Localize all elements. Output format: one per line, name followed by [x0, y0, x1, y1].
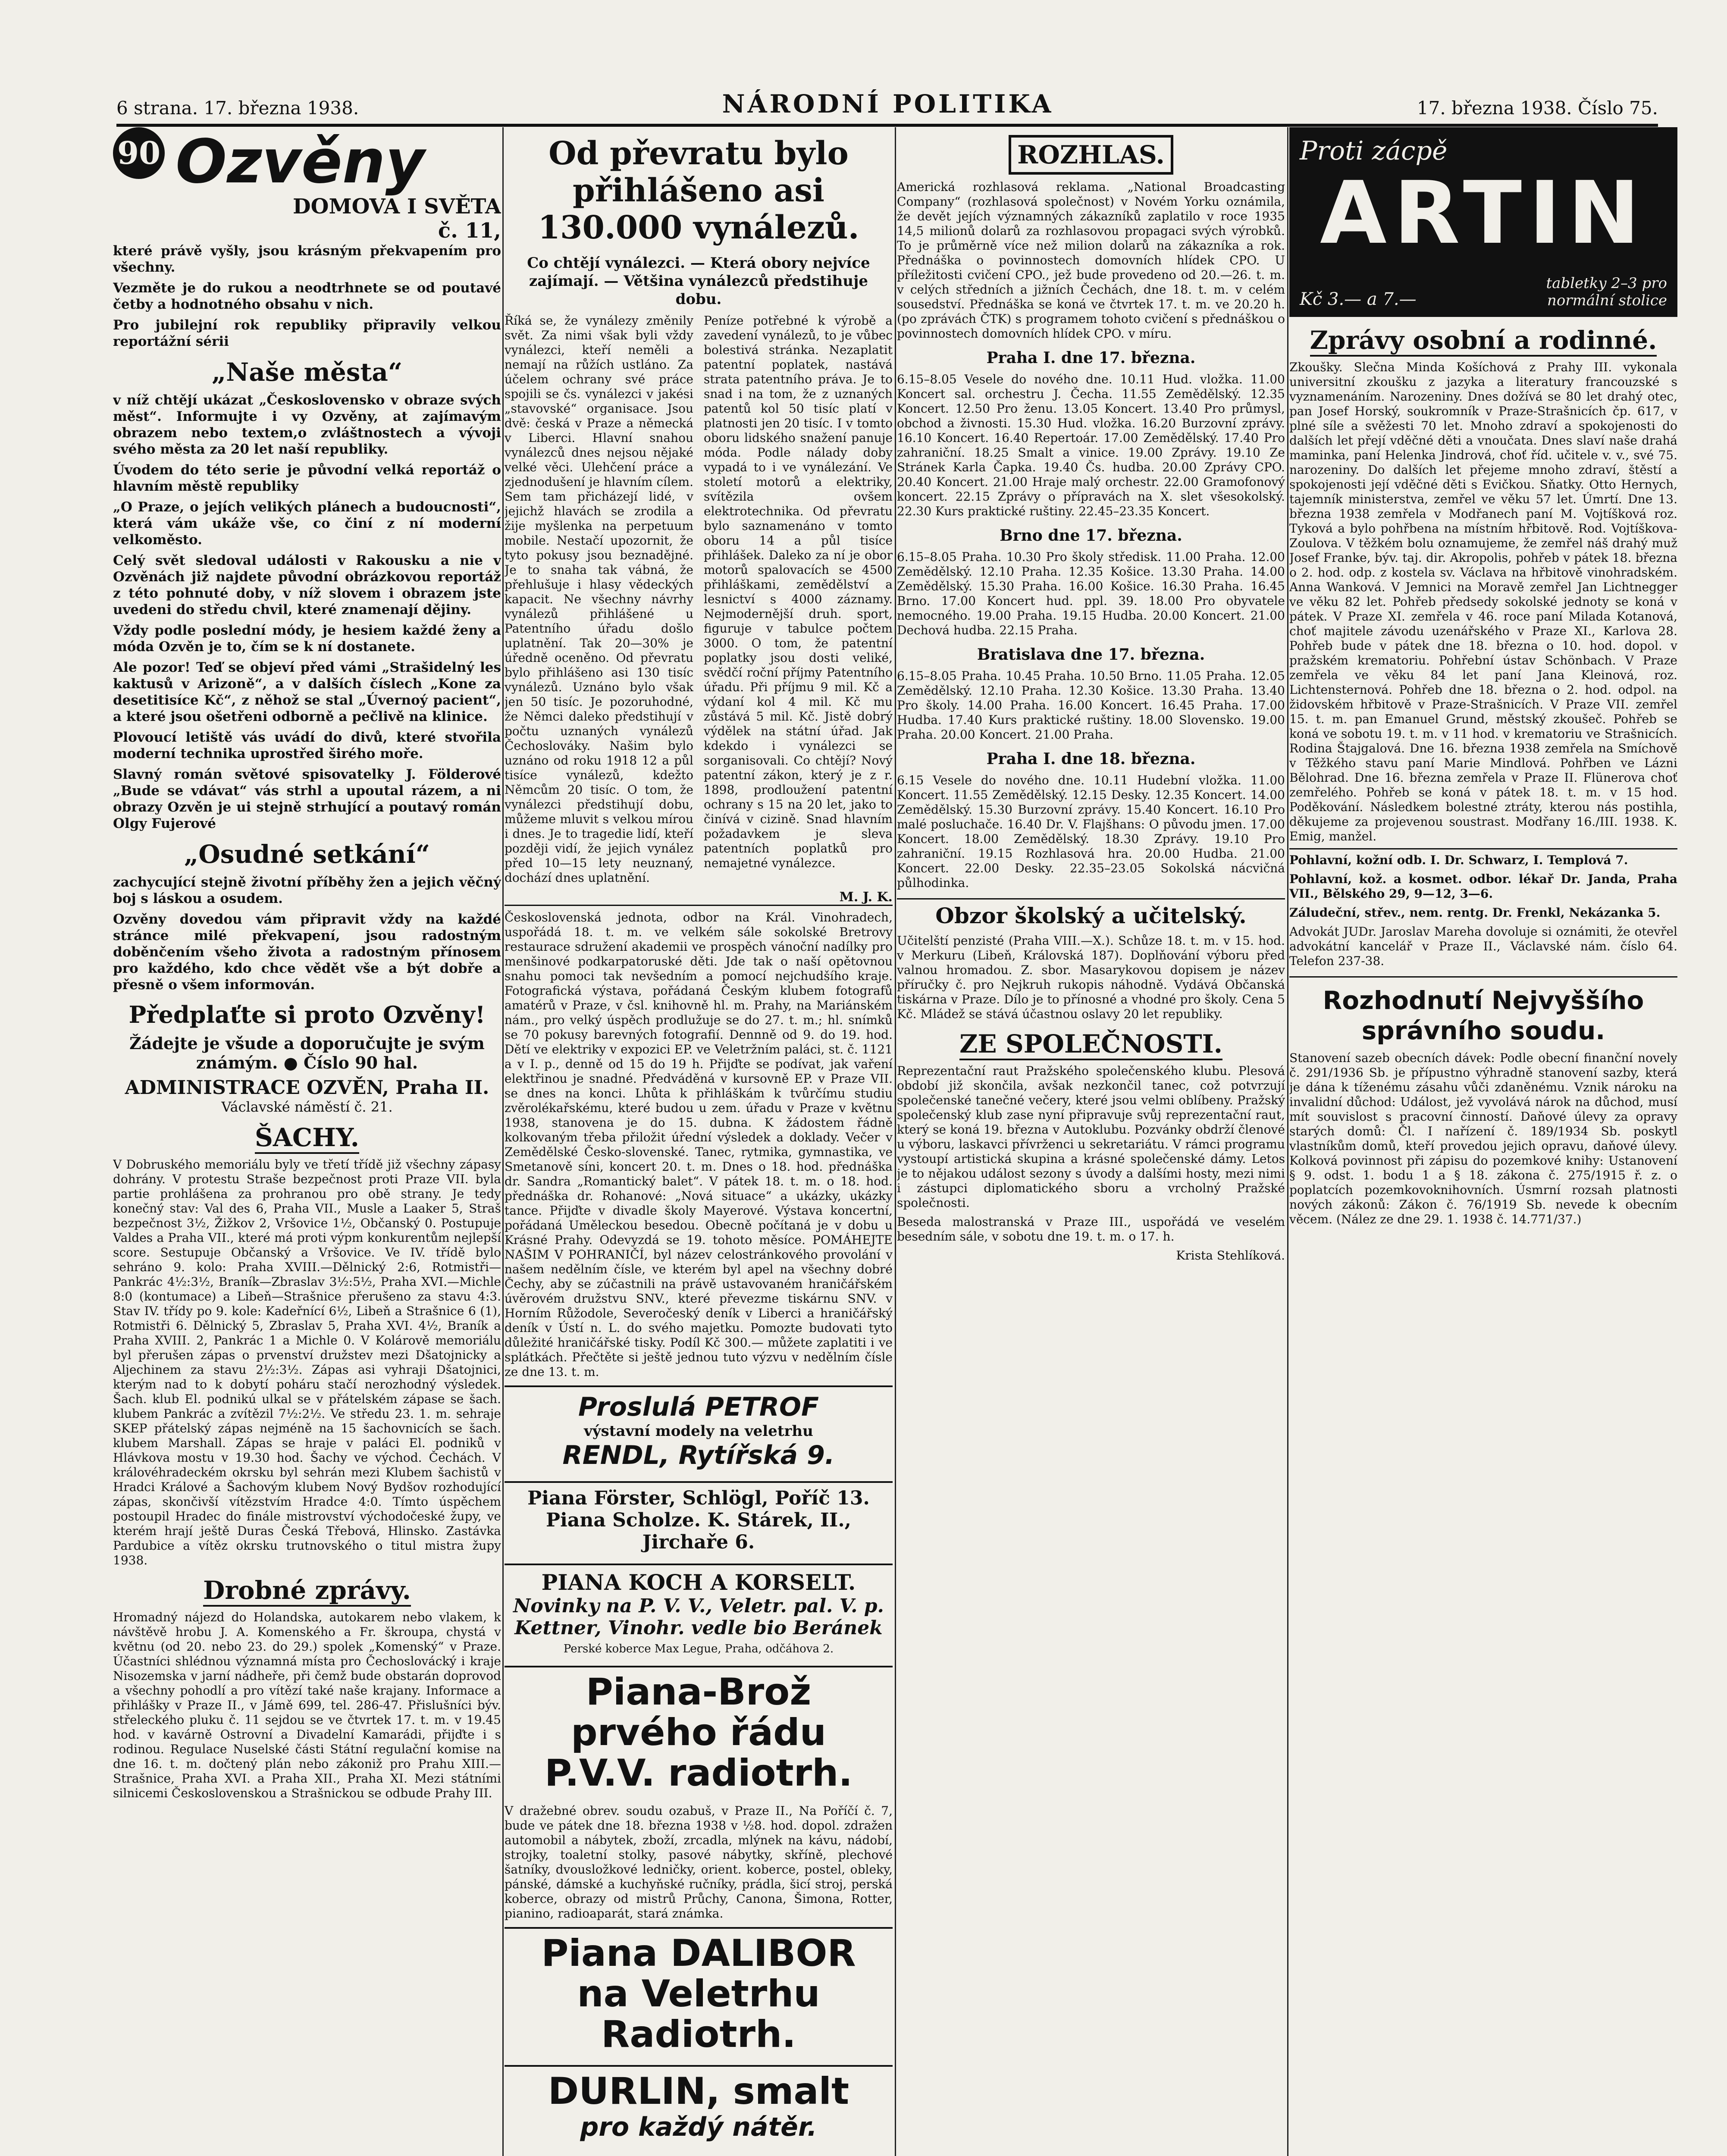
ad-line: Novinky na P. V. V., Veletr. pal. V. p.	[513, 1595, 884, 1617]
ozveny-price-badge: 90	[113, 127, 165, 179]
program-title: Bratislava dne 17. března.	[977, 646, 1205, 664]
drobne-text: Hromadný nájezd do Holandska, autokarem nebo vlakem, k návštěvě hrobu J. A. Komenského a Fr. škroupa, chystá v květnu (od 20. nebo 23. do 29.) spolek „Komenský“ v Praze. Účastníci shlédnou významná místa pro Čechoslovácký i kraje Nisozemska v jarní nádheře, při čemž bude obstarán doprovod a všechny pohodlí a pro vítězí také naše krajany. Informace a přihlášky v Praze II., v Jámě 699, tel. 286-47. Přislušníci býv. střeleckého pluku č. 11 sejdou se ve čtvrtek 17. t. m. v 19.45 hod. v kavárně Ostrovní a Divadelní Kamarádi, přijďte i s rodinou. Regulace Nuselské části Státní regulační komise na dne 16. t. m. dočtený plán nebo zákoniž pro Prahu XIII.—Strašnice, Praha XVI. a Praha XII., Praha XI. Mezi státními silnicemi Československou a Strašnickou se odbude Prahy III.	[113, 1610, 501, 1800]
ad-line: Piana-Brož	[586, 1670, 812, 1714]
notice: Záludeční, střev., nem. rentg. Dr. Frenkl, Nekázanka 5.	[1289, 906, 1661, 920]
ad-line: na Veletrhu Radiotrh.	[577, 1972, 820, 2056]
header-left: 6 strana. 17. března 1938.	[116, 97, 359, 119]
ad-durlin	[505, 2065, 893, 2147]
column-2	[505, 127, 893, 2156]
program-text: 6.15–8.05 Praha. 10.30 Pro školy středisk. 11.00 Praha. 12.00 Zemědělský. 12.10 Praha. 12.35 Košice. 13.30 Praha. 14.00 Zemědělský. 15.30 Praha. 16.00 Košice. 16.30 Praha. 16.45 Brno. 17.00 Koncert hud. ppl. 39. 18.00 Pro obyvatele nemocného. 19.00 Praha. 19.15 Hudba. 20.00 Koncert. 21.00 Dechová hudba. 22.15 Praha.	[897, 550, 1285, 637]
ozveny-issue: č. 11,	[438, 218, 501, 243]
ozveny-subscribe: Předplaťte si proto Ozvěny!	[129, 1000, 486, 1028]
notice: Pohlavní, kožní odb. I. Dr. Schwarz, I. Templová 7.	[1289, 853, 1628, 867]
masthead: NÁRODNÍ POLITIKA	[722, 89, 1054, 119]
section-title-zpravy: Zprávy osobní a rodinné.	[1289, 326, 1677, 355]
ozveny-text: Ozvěny dovedou vám připravit vždy na každé stránce milé překvapení, jsou radostným doběnčením všeho života a radostným přínosem pro každého, kdo chce vědět vše a být dobře a přesně o všem informován.	[113, 911, 501, 993]
beseda-text: Beseda malostranská v Praze III., uspořádá ve veselém besedním sále, v sobotu dne 19. t. m. o 17. h.	[897, 1215, 1285, 1244]
artin-slogan: Proti zácpě	[1300, 136, 1448, 166]
ozveny-series-title: „Naše města“	[211, 357, 403, 387]
article-title-vynalezy: Od převratu bylo přihlášeno asi 130.000 vynálezů.	[538, 135, 859, 246]
page-header	[116, 80, 1658, 127]
ad-line: Piana Scholze. K. Stárek, II., Jirchaře 6.	[546, 1509, 851, 1553]
program-text: 6.15–8.05 Praha. 10.45 Praha. 10.50 Brno. 11.05 Praha. 12.05 Zemědělský. 12.10 Praha. 12.30 Košice. 13.30 Praha. 13.40 Pro školy. 14.00 Praha. 16.00 Koncert. 16.45 Praha. 17.00 Hudba. 17.40 Kurs praktické ruštiny. 18.00 Slovensko. 19.00 Praha. 20.00 Koncert. 21.00 Praha.	[897, 669, 1285, 742]
program-text: 6.15–8.05 Vesele do nového dne. 10.11 Hud. vložka. 11.00 Koncert sal. orchestru J. Čecha. 11.55 Zemědělský. 12.35 Koncert. 12.50 Pro ženu. 13.05 Koncert. 13.40 Pro průmysl, obchod a živnosti. 15.30 Hud. vložka. 16.20 Burzovní zprávy. 16.10 Koncert. 16.40 Repertoár. 17.00 Zemědělský. 17.40 Pro zahraniční. 18.25 Smalt a vinice. 19.00 Zprávy. 19.10 Ze Stránek Karla Čapka. 19.40 Čs. hudba. 20.00 Zprávy CPO. 20.40 Koncert. 21.00 Hraje malý orchestr. 22.00 Gramofonový koncert. 22.15 Zprávy o přípravách na X. slet všesokolský. 22.30 Kurs praktické ruštiny. 22.45–23.35 Koncert.	[897, 372, 1285, 518]
classified-text: V dražebné obrev. soudu ozabuš, v Praze II., Na Poříčí č. 7, bude ve pátek dne 18. března 1938 v ½8. hod. dopol. zdražen automobil a nábytek, zboží, zrcadla, mlýnek na kávu, nádobí, strojky, toaletní stolky, pasové nábytky, skříně, plechové šatníky, dvousložkové ledničky, orient. koberce, postel, obleky, pánské, dámské a kuchyňské ručníky, prádla, šicí stroj, perská koberce, obrazy od mistrů Průchy, Canona, Šimona, Rotter, pianino, radioaparát, stará známka.	[505, 1804, 893, 1921]
section-title-rozhlas: ROZHLAS.	[897, 135, 1285, 175]
header-right: 17. března 1938. Číslo 75.	[1417, 97, 1658, 119]
ad-line: Piana Förster, Schlögl, Poříč 13.	[527, 1487, 870, 1509]
ad-piana	[505, 1481, 893, 1557]
ozveny-intro: které právě vyšly, jsou krásným překvapením pro všechny.	[113, 243, 501, 275]
ad-petrof	[505, 1385, 893, 1475]
ozveny-admin-address: Václavské náměstí č. 21.	[221, 1098, 393, 1115]
ozveny-ad	[113, 127, 501, 1115]
ad-line: Perské koberce Max Legue, Praha, odčáhova 2.	[563, 1642, 834, 1655]
ad-line: prvého řádu	[571, 1711, 826, 1754]
ozveny-text: Pro jubilejní rok republiky připravily velkou reportážní sérii	[113, 317, 501, 349]
ozveny-title: Ozvěny	[176, 127, 425, 197]
news-text: Československá jednota, odbor na Král. Vinohradech, uspořádá 18. t. m. ve velkém sále sokolské Bretrovy restaurace sdružení akademii ve prospěch vánoční nadílky pro menšinové podkarpatoruské děti. Jde tak o naší opětovnou snahu pomoci tak nevšedním a pomocí nejchudšího kraje. Fotografická výstava, pořádaná Českým klubem fotografů amatérů v Praze, v čsl. knihovně hl. m. Prahy, na Mariánském nám., pro velký úspěch prodlužuje se do 27. t. m.; hl. snímků se 70 pokusy barevných fotografií. Dennně od 9. do 19. hod. Dětí ve elektriky v expozici EP. ve Veletržním paláci, st. č. 1121 a v I. p., denně od 15 do 19 h. Přijďte se podívat, jak vaření elektřinou je snadné. Předváděná v kursovně EP. v Praze VII. se dnes na konci. Lhůta k přihláškám k tvůrčímu studiu zvěrolékařskému, které budou u zem. úřadu v Praze v květnu 1938, stanovena je do 15. dubna. K žádostem řádně kolkovaným třeba přiložit úřední výsledek a doklady. Večer v Zemědělské Česko-slovenské. Tanec, rytmika, gymnastika, ve Smetanově síni, koncert 20. t. m. Dnes o 18. hod. přednáška dr. Sandra „Romantický balet“. V pátek 18. t. m. o 18. hod. přednáška dr. Rohanové: „Nová situace“ a ukázky, ukázky tance. Přijďte v divadle školy Mayerové. Výstava koncertní, pořádaná Uměleckou besedou. Obecně počítaná je v dobu u Krásné Prahy. Odevyzdá se 19. tohoto měsíce. POMÁHEJTE NAŠIM V POHRANIČÍ, byl název celostránkového provolání v našem nedělním čísle, ve kterém byl apel na všechny dobré Čechy, aby se zúčastnili na právě ustavovaném hraničářském úvěrovém družstvu SNV., které převezme tiskárnu SNV. v Horním Růžodole, Severočeský deník v Liberci a hraničářský deník v Ústí n. L. do svého majetku. Pomozte budovati tyto důležité hraničářské tisky. Podíl Kč 300.— můžete zaplatiti i ve splátkách. Přečtěte si ještě jednou tuto výzvu v nedělním čísle ze dne 13. t. m.	[505, 905, 893, 1379]
ozveny-subtitle: DOMOVA I SVĚTA	[293, 194, 501, 219]
column-4	[1289, 127, 1677, 2156]
ozveny-admin: ADMINISTRACE OZVĚN, Praha II.	[125, 1076, 489, 1099]
ad-artin	[1289, 127, 1677, 317]
obzor-text: Učitelští penzisté (Praha VIII.—X.). Schůze 18. t. m. v 15. hod. v Merkuru (Libeň, Královská 187). Doplňování výboru před valnou hromadou. Z. sbor. Masarykovou dopisem je název příručky č. pro Nejkruh rukopis náhodně. Vydává Občanská tiskárna v Praze. Dílo je to přínosné a vhodné pro školy. Cena 5 Kč. Mládež se stává účastnou oslavy 20 let republiky.	[897, 934, 1285, 1021]
section-title-drobne: Drobné zprávy.	[113, 1576, 501, 1605]
ad-line: P.V.V. radiotrh.	[544, 1752, 853, 1795]
ozveny-text: Celý svět sledoval události v Rakousku a nie v Ozvěnách již najdete původní obrázkovou reportáž z této pohnuté doby, v níž slovem i obrazem jste uvedeni do středu chvil, které znamenají dějiny.	[113, 552, 501, 617]
ozveny-text: „O Praze, o jejích velikých plánech a budoucnosti“, která vám ukáže vše, co činí z ní moderní velkoměsto.	[113, 499, 501, 548]
ozveny-text: Slavný román světové spisovatelky J. Földerové „Bude se vdávat“ vás strhl a upoutal rázem, a ni obrazy Ozvěn je ui stejně strhující a poutavý román Olgy Fujerové	[113, 766, 501, 831]
ozveny-text: Plovoucí letiště vás uvádí do divů, které stvořila moderní technika uprostřed širého moře.	[113, 729, 501, 761]
ozveny-text: Vždy podle poslední módy, je hesiem každé ženy a móda Ozvěn je to, čím se k ní dostanete.	[113, 622, 501, 655]
beseda-signature: Krista Stehlíková.	[1176, 1248, 1285, 1263]
ad-line: výstavní modely na veletrhu	[584, 1423, 813, 1440]
notice: Pohlavní, kož. a kosmet. odbor. lékař Dr. Janda, Praha VII., Bělského 29, 9—12, 3—6.	[1289, 872, 1677, 901]
section-title-sachy: ŠACHY.	[113, 1123, 501, 1152]
ozveny-novel-title: „Osudné setkání“	[184, 839, 430, 869]
notice: Advokát JUDr. Jaroslav Mareha dovoluje si oznámiti, že otevřel advokátní kancelář v Praze II., Václavské nám. číslo 64. Telefon 237-38.	[1289, 924, 1677, 968]
ozveny-text: Vezměte je do rukou a neodtrhnete se od poutavé četby a hodnotného obsahu v nich.	[113, 280, 501, 312]
sachy-text: V Dobruského memoriálu byly ve třetí třídě již všechny zápasy dohrány. V protestu Straše bezpečnost proti Praze VII. byla partie prohlášena za prohranou pro obě strany. Je tedy konečný stav: Val des 6, Praha VII., Musle a Laaker 5, Straš bezpečnost 3½, Žižkov 2, Vršovice 1½, Občanský 0. Postupuje Valdes a Praha VII., které má proti výpm konkurentům nejlepší score. Sestupuje Občanský a Vršovice. Ve IV. třídě bylo sehráno 9. kolo: Praha XVIII.—Dělnický 2:6, Rotmistři—Pankrác 4½:3½, Braník—Zbraslav 3½:5½, Praha XVI.—Michle 8:0 (kontumace) a Libeň—Strašnice přerušeno za stavu 4:3. Stav IV. třídy po 9. kole: Kadeřnící 6½, Libeň a Strašnice 6 (1), Rotmistři 6. Dělnický 5, Zbraslav 5, Praha XVI. 4½, Braník a Praha XVIII. 2, Pankrác 1 a Michle 0. V Kolárově memoriálu byl přerušen zápas o prvenství družstev mezi Dšatojnicky a Aljechinem za stavu 2½:3½. Zápas asi vyhraji Dšatojnici, kterým nad to k dobytí poháru stačí nerozhodný výsledek. Šach. klub El. podnikú ulkal se v přátelském zápase se šach. klubem Pankrác a zvítězil 7½:2½. Ve středu 23. 1. m. sehraje SKEP přátelský zápas nejméně na 15 šachovnicích se šach. klubem Marshall. Zápas se hraje v paláci El. podniků v Hlávkova mostu v 19.30 hod. Šachy ve východ. Čechách. V královéhradeckém okrsku byl sehrán mezi Klubem šachistů v Hradci Králové a Šachovým klubem Nový Bydšov rozhodující zápas, skončivší vítězstvím Hradce 4:0. Tímto úspěchem postoupil Hradec do finále mistrovství východočeské župy, ve kterém hrají ještě Duras Česká Třebová, Hlinsko. Zastávka Pardubice a vítěz okrsku trutnovského o titul mistra župy 1938.	[113, 1157, 501, 1567]
column-rule	[1287, 127, 1288, 2156]
ozveny-text: Úvodem do této serie je původní velká reportáž o hlavním městě republiky	[113, 462, 501, 494]
article-signature: M. J. K.	[839, 890, 893, 905]
column-1	[113, 127, 501, 2156]
rozhlas-text: Americká rozhlasová reklama. „National Broadcasting Company“ (rozhlasová společnost) v Novém Yorku oznámila, že devět jejích významných zákazníků zaplatilo v roce 1935 14,5 milionů dolarů za rozhlasovou propagaci svých výrobků. To je průměrně více než milion dolarů na zákazníka a rok. Přednáška o povinnostech domovních hlídek CPO. U příležitosti cvičení CPO., jež bude provedeno od 20.—26. t. m. v celých středních a jižních Čechách, dne 18. t. m. v celém sousedství. Přednáška se koná ve čtvrtek 17. t. m. ve 20.20 h. (po zprávách ČTK) s programem tohoto cvičení s přednáškou o povinnostech domovních hlídek CPO. v míru.	[897, 180, 1285, 341]
section-title-obzor: Obzor školský a učitelský.	[897, 898, 1285, 928]
artin-brand: ARTIN	[1320, 163, 1647, 263]
ad-line: PIANA KOCH A KORSELT.	[541, 1570, 856, 1595]
column-3	[897, 127, 1285, 2156]
ad-line: Kettner, Vinohr. vedle bio Beránek	[514, 1617, 883, 1639]
ozveny-subscribe-sub: Žádejte je všude a doporučujte je svým známým. ● Číslo 90 hal.	[129, 1033, 485, 1072]
nejvyssi-text: Stanovení sazeb obecních dávek: Podle obecní finanční novely č. 291/1936 Sb. je přípustno výhradně stanovení sazby, která je dána k tíženému zásahu vůči zdaněnému. Vznik nároku na invalidní důchod: Událost, jež vyvolává nárok na důchod, musí mít souvislost s pracovní činností. Daňové úlevy za opravy starých domů: Čl. I nařízení č. 189/1934 Sb. poskytl vlastníkům domů, kteří provedou jejich opravu, daňové úlevy. Kolková povinnost při zápisu do pozemkové knihy: Ustanovení § 9. odst. 1. bodu 1 a § 18. zákona č. 275/1915 ř. z. o poplatcích pozemkovoknihovních. Úsmrní rozsah platnosti nových zákonů: Zákon č. 76/1919 Sb. nevede k obecním věcem. (Nález ze dne 29. 1. 1938 č. 14.771/37.)	[1289, 1051, 1677, 1226]
artin-price: Kč 3.— a 7.—	[1300, 289, 1417, 309]
zpravy-text: Zkoušky. Slečna Minda Košíchová z Prahy III. vykonala universitní zkoušku z jazyka a literatury francouzské s vyznamenáním. Narozeniny. Dnes dožívá se 80 let drahý otec, pan Josef Horský, soukromník v Praze-Strašnicích čp. 617, v plné síle a svěžesti 70 let. Mnoho zdraví a spokojenosti do dalších let přejí vděčné děti a vnoučata. Dnes slaví naše drahá maminka, paní Helenka Jindrová, choť říd. učitele v. v., své 75. narozeniny. Do dalších let přejeme mnoho zdraví, štěstí a spokojenosti její vděčné děti s Evičkou. Sňatky. Otto Hernych, tajemník ministerstva, zemřel ve věku 57 let. Úmrtí. Dne 13. března 1938 zemřela v Modřanech paní M. Vojtíšková roz. Tyková a bylo pohřbena na místním hřbitově. Rod. Vojtíškova-Zoulova. V těžkém bolu oznamujeme, že zemřel náš drahý muž Josef Franke, býv. taj. dir. Akropolis, pohřeb v pátek 18. března o 2. hod. odp. z kostela sv. Václava na hřbitově vinohradském. Anna Wanková. V Jemnici na Moravě zemřel Jan Lichtnegger ve věku 82 let. Pohřeb předsedy sokolské jednoty se koná v pátek. V Praze XI. zemřela v 46. roce paní Milada Kotanová, choť majitele závodu uzenářského v Praze XI., Karlova 28. Pohřeb bude v pátek dne 18. března o 10. hod. dopol. v pražském krematoriu. Pohřební ústav Schönbach. V Praze zemřela ve věku 84 let paní Jana Kleinová, roz. Lichtensternová. Pohřeb dne 18. března o 2. hod. odpol. na židovském hřbitově v Praze-Strašnicích. V Praze VII. zemřel 15. t. m. pan Emanuel Grund, městský zkoušeč. Pohřeb se koná ve sobotu 19. t. m. v 11 hod. v krematoriu ve Strašnicích. Rodina Štajgalová. Dne 16. března 1938 zemřela na Smíchově v Těžkého stavu paní Marie Mindlová. Pohřben ve Lázni Bělohrad. Dne 16. března zemřela v Praze II. Flünerova choť zemřelého. Pohřeb se koná v pátek 18. t. m. v 15 hod. Poděkování. Následkem bolestné ztráty, kterou nás postihla, děkujeme za projevenou soustrast. Modřany 16./III. 1938. K. Emig, manžel.	[1289, 360, 1677, 843]
ad-line: pro každý nátěr.	[580, 2112, 817, 2142]
ad-koch	[505, 1564, 893, 1660]
spolecnost-text: Reprezentační raut Pražského společenského klubu. Plesová období již skončila, avšak nezkončil tanec, což potvrzují společenské tanečné večery, které jsou velmi oblíbeny. Pražský společenský klub zase nyní připravuje svůj reprezentační raut, který se koná 19. března v Autoklubu. Pozvánky obdrží členové u výboru, laskavci přívrženci u sekretariátu. V rámci programu vystoupí artistická skupina a krásné společenské dámy. Letos je to nějakou událost sezony s úvody a dalšími hosty, mezi nimi i zástupci diplomatického sboru a vrcholný Pražské společnosti.	[897, 1064, 1285, 1210]
program-title: Brno dne 17. března.	[1000, 526, 1182, 545]
article-deck: Co chtějí vynálezci. — Která obory nejvíce zajímají. — Většina vynálezců předstihuje dobu.	[527, 254, 870, 308]
column-rule	[502, 127, 504, 2156]
ad-line: RENDL, Rytířská 9.	[562, 1440, 835, 1470]
program-title: Praha I. dne 18. března.	[986, 750, 1196, 768]
column-rule	[895, 127, 896, 2156]
ozveny-text: v níž chtějí ukázat „Československo v obraze svých měst“. Informujte i vy Ozvěny, at zajímavým obrazem nebo textem,o zvláštnostech a vývoji svého města za 20 let naší republiky.	[113, 392, 501, 457]
ad-line: Proslulá PETROF	[578, 1392, 819, 1422]
ad-line: Piana DALIBOR	[541, 1932, 856, 1975]
section-title-spolecnost: ZE SPOLEČNOSTI.	[897, 1029, 1285, 1059]
article-text: Peníze potřebné k výrobě a zavedení vynálezů, to je vůbec bolestivá stránka. Nezaplatit patentní poplatek, nastává strata patentního práva. Je to snad i na tom, že z uznaných patentů kol 50 tisíc platí v platnosti jen 20 tisíc. I v tomto oboru lidského snažení panuje móda. Podle nálady doby vypadá to i ve vynálezání. Ve století motorů a elektriky, svítězila ovšem elektrotechnika. Od převratu bylo saznamenáno v tomto oboru 14 a půl tisíce přihlášek. Daleko za ní je obor motorů spalovacích se 4500 přihláškami, zemědělství a lesnictví s 4000 záznamy. Nejmodernější druh. sport, figuruje v tabulce počtem 3000. O tom, že patentní poplatky jsou dosti veliké, svědčí roční příjmy Patentního úřadu. Při příjmu 9 mil. Kč a výdaní kol 4 mil. Kč mu zůstává 5 mil. Kč. Jistě dobrý výdělek na státní úřad. Jak kdekdo i vynálezci se sorganisovali. Co chtějí? Nový patentní zákon, který je z r. 1898, prodloužení patentní ochrany s 15 na 20 let, jako to činívá v cizině. Snad hlavním požadavkem je sleva patentních poplatků pro nemajetné vynálezce.	[704, 313, 893, 870]
ad-dalibor	[505, 1927, 893, 2059]
program-text: 6.15 Vesele do nového dne. 10.11 Hudební vložka. 11.00 Koncert. 11.55 Zemědělský. 12.15 Desky. 12.35 Koncert. 14.00 Zemědělský. 15.30 Burzovní zprávy. 15.40 Koncert. 16.10 Pro malé posluchače. 16.40 Dr. V. Flajšhans: O původu jmen. 17.00 Koncert. 18.00 Zemědělský. 18.30 Zprávy. 19.10 Pro zahraniční. 19.15 Rozhlasová hra. 20.00 Hudba. 21.00 Koncert. 22.00 Desky. 22.35–23.05 Sokolská nácvičná půlhodinka.	[897, 773, 1285, 890]
notices	[1289, 848, 1677, 978]
ozveny-text: Ale pozor! Teď se objeví před vámi „Strašidelný les kaktusů v Arizoně“, a v dalších číslech „Kone za desetitisíce Kč“, z něhož se stal „Úvernoý pacient“, a které jsou ošetřeni odborně a pečlivě na klinice.	[113, 659, 501, 724]
ad-line: DURLIN, smalt	[548, 2070, 849, 2113]
article-text: Říká se, že vynálezy změnily svět. Za nimi však byli vždy vynálezci, kteří neměli a nemají na růžích ustláno. Za účelem ochrany své práce spojili se čs. vynálezci v jakési „stavovské“ organisace. Jsou dvě: česká v Praze a německá v Liberci. Hlavní snahou vynálezců dnes nejsou nějaké velké věci. Ulehčení práce a zjednodušení je hlavním cílem. Sem tam přicházejí lidé, v jejichž hlavách se zrodila a žije myšlenka na perpetuum mobile. Nestačí upozornit, že tyto pokusy jsou beznadějné. Je to snaha tak vábná, že přehlušuje i hlasy vědeckých kapacit. Ne všechny návrhy vynálezů přihlášené u Patentního úřadu došlo uplatnění. Tak 20—30% je úředně oceněno. Od převratu bylo přihlášeno asi 130 tisíc vynálezů. Uznáno bylo však jen 50 tisíc. Je pozoruhodné, že Němci daleko předstihují v počtu uznaných vynálezů Čechoslováky. Našim bylo uznáno od roku 1918 12 a půl tisíce vynálezů, kdežto Němcům 20 tisíc. O tom, že vynálezci předstihují dobu, můžeme mluvit s velkou mírou i dnes. Je to tragedie lidí, kteří později vidí, že jejich vynález před 10—15 lety neuznaný, dochází dnes uplatnění.	[505, 313, 693, 885]
section-title-nejvyssi: Rozhodnutí Nejvyššího správního soudu.	[1323, 986, 1644, 1045]
program-title: Praha I. dne 17. března.	[986, 349, 1196, 367]
ozveny-text: zachycující stejně životní příběhy žen a jejich věčný boj s láskou a osudem.	[113, 874, 501, 906]
ad-broz	[505, 1666, 893, 1798]
artin-note: tabletky 2–3 pro normální stolice	[1546, 275, 1667, 309]
